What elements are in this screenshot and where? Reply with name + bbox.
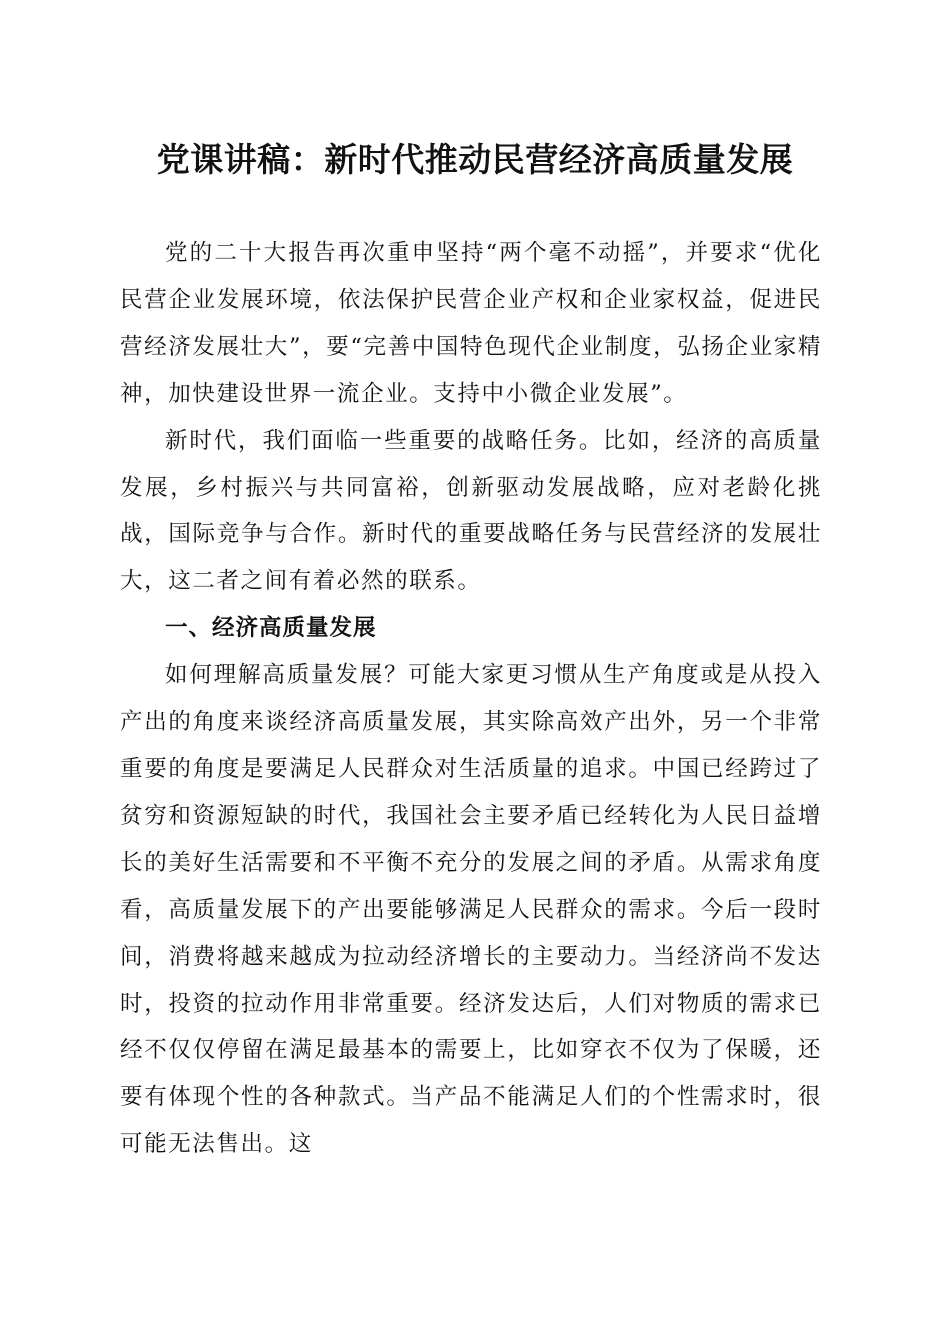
paragraph-intro: 党的二十大报告再次重申坚持“两个毫不动摇”，并要求“优化民营企业发展环境，依法保护民营企业产权和企业家权益，促进民营经济发展壮大”，要“完善中国特色现代企业制度，弘扬企业家精神，加快建设世界一流企业。支持中小微企业发展”。 (120, 240, 822, 407)
document-body (120, 230, 822, 1168)
paragraph-high-quality-development: 如何理解高质量发展？可能大家更习惯从生产角度或是从投入产出的角度来谈经济高质量发展，其实除高效产出外，另一个非常重要的角度是要满足人民群众对生活质量的追求。中国已经跨过了贫穷和资源短缺的时代，我国社会主要矛盾已经转化为人民日益增长的美好生活需要和不平衡不充分的发展之间的矛盾。从需求角度看，高质量发展下的产出要能够满足人民群众的需求。今后一段时间，消费将越来越成为拉动经济增长的主要动力。当经济尚不发达时，投资的拉动作用非常重要。经济发达后，人们对物质的需求已经不仅仅停留在满足最基本的需要上，比如穿衣不仅为了保暖，还要有体现个性的各种款式。当产品不能满足人们的个性需求时，很可能无法售出。这 (120, 662, 822, 1158)
section-heading: 一、经济高质量发展 (165, 615, 377, 642)
paragraph-strategic-tasks: 新时代，我们面临一些重要的战略任务。比如，经济的高质量发展，乡村振兴与共同富裕，创新驱动发展战略，应对老龄化挑战，国际竞争与合作。新时代的重要战略任务与民营经济的发展壮大，这二者之间有着必然的联系。 (120, 427, 822, 595)
document-title: 党课讲稿：新时代推动民营经济高质量发展 (156, 140, 794, 179)
